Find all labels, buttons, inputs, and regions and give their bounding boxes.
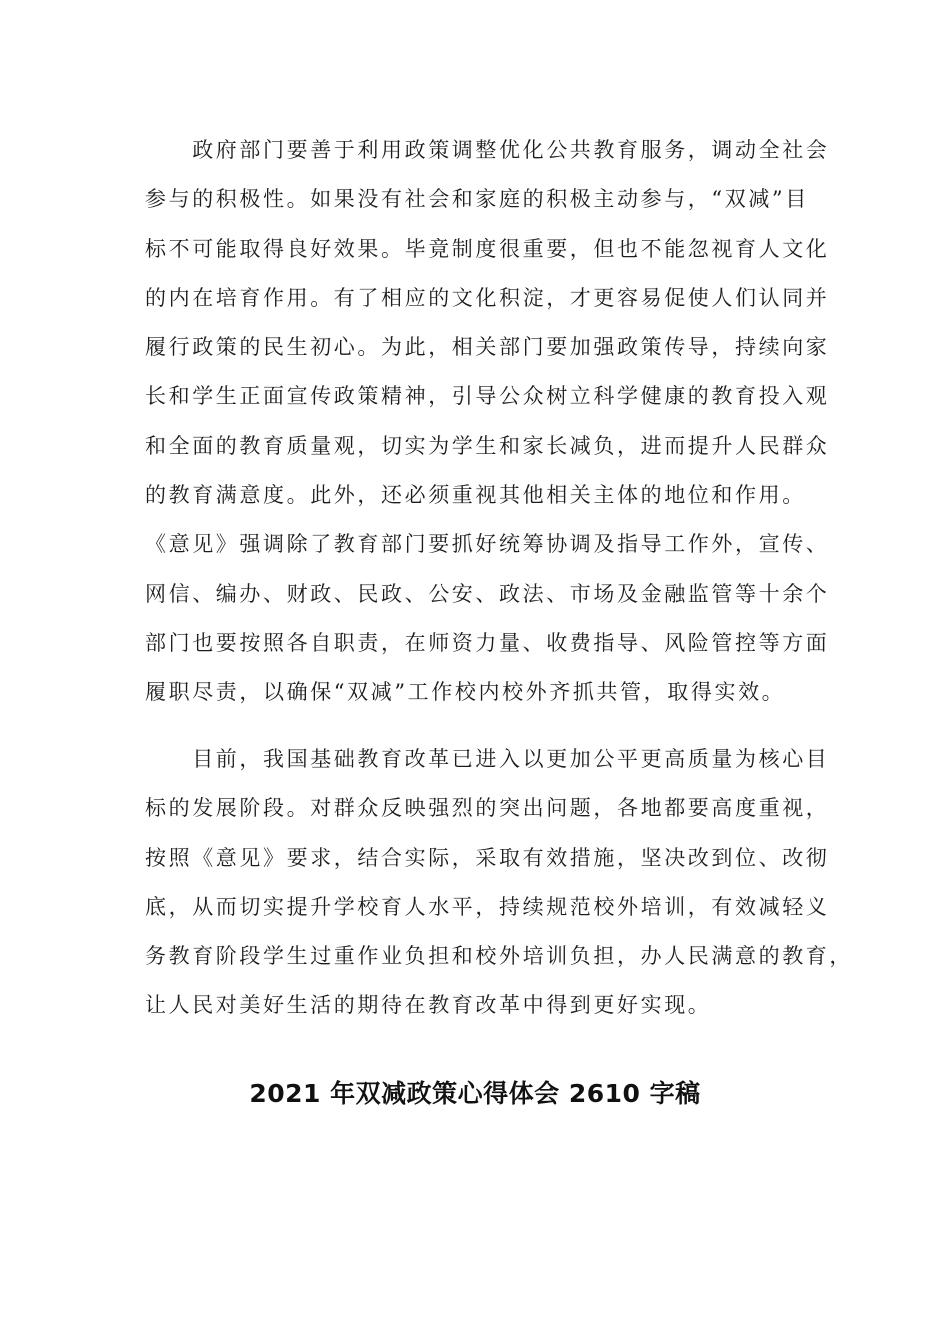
- paragraph-line: 底，从而切实提升学校育人水平，持续规范校外培训，有效减轻义: [145, 894, 830, 919]
- paragraph-line: 标的发展阶段。对群众反映强烈的突出问题，各地都要高度重视，: [145, 796, 830, 821]
- document-title: 2021 年双减政策心得体会 2610 字稿: [249, 1079, 701, 1108]
- paragraph-line: 参与的积极性。如果没有社会和家庭的积极主动参与，“双减”目: [145, 187, 809, 212]
- paragraph-line: 按照《意见》要求，结合实际，采取有效措施，坚决改到位、改彻: [145, 845, 830, 870]
- paragraph-line: 部门也要按照各自职责，在师资力量、收费指导、风险管控等方面: [145, 630, 830, 655]
- paragraph-line: 的教育满意度。此外，还必须重视其他相关主体的地位和作用。: [145, 483, 806, 508]
- paragraph-line: 目前，我国基础教育改革已进入以更加公平更高质量为核心目: [145, 747, 830, 771]
- paragraph-line: 《意见》强调除了教育部门要抓好统筹协调及指导工作外，宣传、: [145, 532, 830, 557]
- paragraph-line: 务教育阶段学生过重作业负担和校外培训负担，办人民满意的教育，: [145, 944, 853, 969]
- paragraph-line: 标不可能取得良好效果。毕竟制度很重要，但也不能忽视育人文化: [145, 236, 830, 261]
- paragraph-line: 履行政策的民生初心。为此，相关部门要加强政策传导，持续向家: [145, 335, 830, 360]
- paragraph-2: [145, 735, 853, 1031]
- paragraph-line: 政府部门要善于利用政策调整优化公共教育服务，调动全社会: [145, 138, 830, 162]
- paragraph-line: 的内在培育作用。有了相应的文化积淀，才更容易促使人们认同并: [145, 285, 830, 310]
- paragraph-line: 和全面的教育质量观，切实为学生和家长减负，进而提升人民群众: [145, 433, 830, 458]
- paragraph-line: 让人民对美好生活的期待在教育改革中得到更好实现。: [145, 993, 712, 1018]
- paragraph-line: 网信、编办、财政、民政、公安、政法、市场及金融监管等十余个: [145, 581, 830, 606]
- paragraph-1: [145, 126, 830, 718]
- paragraph-line: 履职尽责，以确保“双减”工作校内校外齐抓共管，取得实效。: [145, 680, 786, 705]
- paragraph-line: 长和学生正面宣传政策精神，引导公众树立科学健康的教育投入观: [145, 384, 830, 409]
